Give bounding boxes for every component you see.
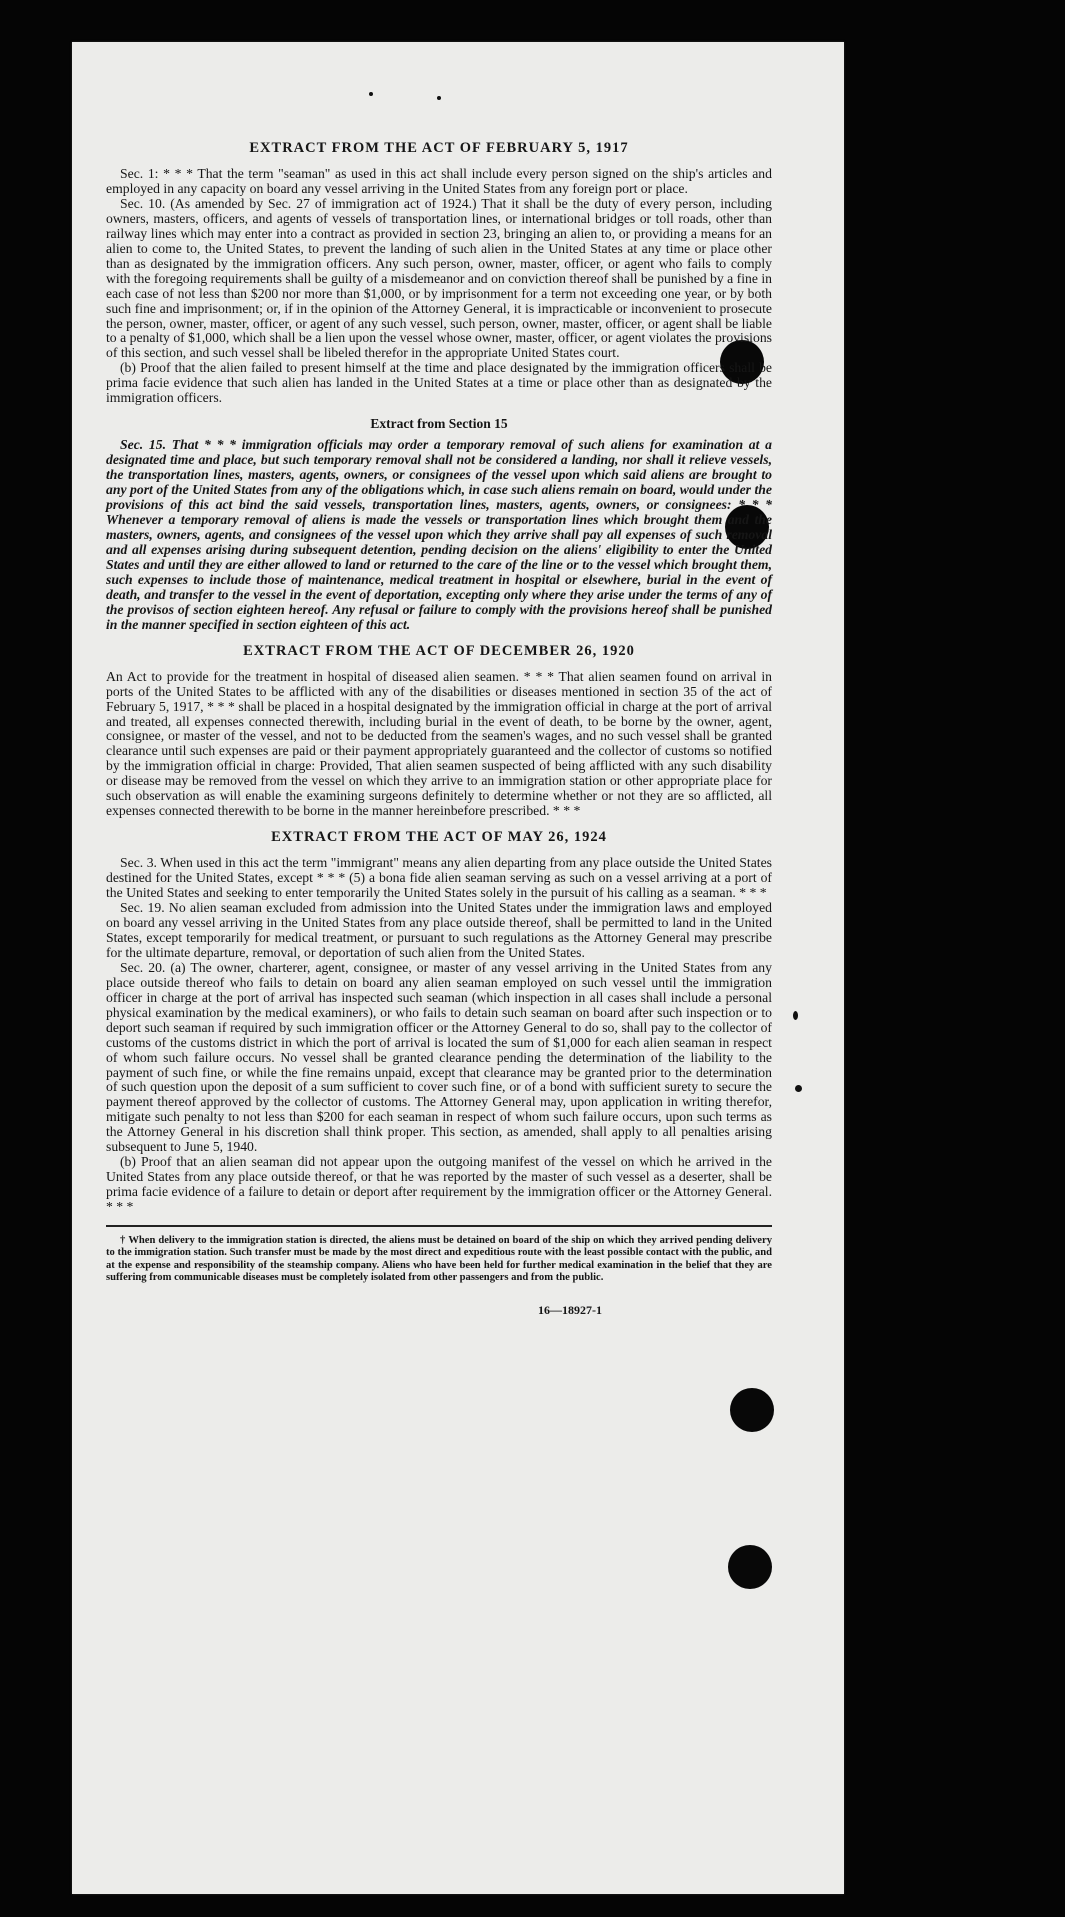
section-3-paragraph: Sec. 3. When used in this act the term "immigrant" means any alien departing from any place outside the United States destined for the United States, except * * * (5) a bona fide alien seaman serving as such on a vessel arriving at a port of the United States and seeking to enter temporarily the United States solely in the pursuit of his calling as a seaman. * * * xyxy=(106,855,772,901)
section-10-paragraph: Sec. 10. (As amended by Sec. 27 of immigration act of 1924.) That it shall be the duty of every person, including owners, masters, officers, and agents of vessels of transportation lines, or international bridges or toll roads, other than railway lines which may enter into a contract as provided in section 23, bringing an alien to, or providing a means for an alien to come to, the United States, to prevent the landing of such alien in the United States at any time or place other than as designated by the immigration officers. Any such person, owner, master, officer, or agent who fails to comply with the foregoing requirements shall be guilty of a misdemeanor and on conviction thereof shall be punished by a fine in each case of not less than $200 nor more than $1,000, or by imprisonment for a term not exceeding one year, or by both such fine and imprisonment; or, if in the opinion of the Attorney General, it is impracticable or inconvenient to prosecute the person, owner, master, officer, or agent of any such vessel, such person, owner, master, officer, or agent shall be liable to a penalty of $1,000, which shall be a lien upon the vessel whose owner, master, officer, or agent violates the provisions of this section, and such vessel shall be libeled therefor in the appropriate United States court. xyxy=(106,195,772,361)
subtitle-section-15: Extract from Section 15 xyxy=(370,416,508,432)
footnote-divider xyxy=(106,1225,772,1227)
speck-mark xyxy=(369,92,373,96)
section-20a-paragraph: Sec. 20. (a) The owner, charterer, agent, consignee, or master of any vessel arriving in the United States from any place outside thereof who fails to detain on board any alien seaman employed on such vessel until the immigration officer in charge at the port of arrival has inspected such seaman (which inspection in all cases shall include a personal physical examination by the medical examiners), or who fails to detain such seaman on board after such inspection or to deport such seaman if required by such immigration officer or the Attorney General to do so, shall pay to the collector of customs of the customs district in which the port of arrival is located the sum of $1,000 for each alien seaman in respect of whom such failure occurs. No vessel shall be granted clearance pending the determination of the liability to the payment of such fine, or while the fine remains unpaid, except that clearance may be granted prior to the determination of such question upon the deposit of a sum sufficient to cover such fine, or of a bond with sufficient surety to secure the payment thereof approved by the collector of customs. The Attorney General may, upon application in writing therefor, mitigate such penalty to not less than $200 for each seaman in respect of whom such failure occurs, upon such terms as the Attorney General in his discretion shall think proper. This section, as amended, shall apply to all penalties arising subsequent to June 5, 1940. xyxy=(106,959,772,1155)
punch-hole xyxy=(730,1388,774,1432)
speck-mark xyxy=(795,1085,802,1092)
footnote: † When delivery to the immigration station is directed, the aliens must be detained on board of the ship on which they arrived pending delivery to the immigration station. Such transfer must be made by the most direct and expeditious route with the least possible contact with the public, and at the expense and responsibility of the steamship company. Aliens who have been held for further medical examination in the belief that they are suffering from communicable diseases must be completely isolated from other passengers and from the public. xyxy=(106,1235,772,1284)
speck-mark xyxy=(437,96,441,100)
document-body xyxy=(106,140,772,1318)
title-act-1920: EXTRACT FROM THE ACT OF DECEMBER 26, 1920 xyxy=(243,642,635,659)
section-10b-paragraph: (b) Proof that the alien failed to present himself at the time and place designated by the immigration officers shall be prima facie evidence that such alien has landed in the United States at a time or place other than as designated by the immigration officers. xyxy=(106,360,772,406)
section-19-paragraph: Sec. 19. No alien seaman excluded from admission into the United States under the immigration laws and employed on board any vessel arriving in the United States from any place outside thereof, shall be permitted to land in the United States, except temporarily for medical treatment, or pursuant to such regulations as the Attorney General may prescribe for the ultimate departure, removal, or deportation of such alien from the United States. xyxy=(106,900,772,960)
section-1-paragraph: Sec. 1: * * * That the term "seaman" as used in this act shall include every person signed on the ship's articles and employed in any capacity on board any vessel arriving in the United States from any foreign port or place. xyxy=(106,166,772,196)
form-code: 16—18927-1 xyxy=(538,1302,602,1317)
speck-mark xyxy=(793,1011,798,1020)
title-act-1917: EXTRACT FROM THE ACT OF FEBRUARY 5, 1917 xyxy=(249,140,629,156)
title-act-1924: EXTRACT FROM THE ACT OF MAY 26, 1924 xyxy=(271,829,607,846)
punch-hole xyxy=(728,1545,772,1589)
act-1920-paragraph: An Act to provide for the treatment in hospital of diseased alien seamen. * * * That alien seamen found on arrival in ports of the United States to be afflicted with any of the disabilities or diseases mentioned in section 35 of the act of February 5, 1917, * * * shall be placed in a hospital designated by the immigration official in charge at the port of arrival and treated, all expenses connected therewith, including burial in the event of death, to be borne by the owner, agent, consignee, or master of the vessel, and not to be deducted from the seamen's wages, and no such vessel shall be granted clearance until such expenses are paid or their payment appropriately guaranteed and the collector of customs so notified by the immigration official in charge: Provided, That alien seamen suspected of being afflicted with any such disability or disease may be removed from the vessel on which they arrive to an immigration station or other appropriate place for such observation as will enable the examining surgeons definitely to determine whether or not they are so afflicted, all expenses connected therewith to be borne in the manner hereinbefore prescribed. * * * xyxy=(106,668,772,819)
section-15-paragraph: Sec. 15. That * * * immigration officials may order a temporary removal of such aliens for examination at a designated time and place, but such temporary removal shall not be considered a landing, nor shall it relieve vessels, the transportation lines, masters, agents, owners, or consignees of the vessel upon which said aliens are brought to any port of the United States from any of the obligations which, in case such aliens remain on board, would under the provisions of this act bind the said vessels, transportation lines, masters, agents, owners, or consignees: * * * Whenever a temporary removal of aliens is made the vessels or transportation lines which brought them and the masters, owners, agents, and consignees of the vessel upon which they arrive shall pay all expenses of such removal and all expenses arising during subsequent detention, pending decision on the aliens' eligibility to enter the United States and until they are either allowed to land or returned to the care of the line or to the vessel which brought them, such expenses to include those of maintenance, medical treatment in hospital or elsewhere, burial in the event of death, and transfer to the vessel in the event of deportation, excepting only where they arise under the terms of any of the provisos of section eighteen hereof. Any refusal or failure to comply with the provisions hereof shall be punished in the manner specified in section eighteen of this act. xyxy=(106,437,772,632)
section-20b-paragraph: (b) Proof that an alien seaman did not appear upon the outgoing manifest of the vessel on which he arrived in the United States from any place outside thereof, or that he was reported by the master of such vessel as a deserter, shall be prima facie evidence of a failure to detain or deport after requirement by the immigration officer or the Attorney General. * * * xyxy=(106,1154,772,1215)
